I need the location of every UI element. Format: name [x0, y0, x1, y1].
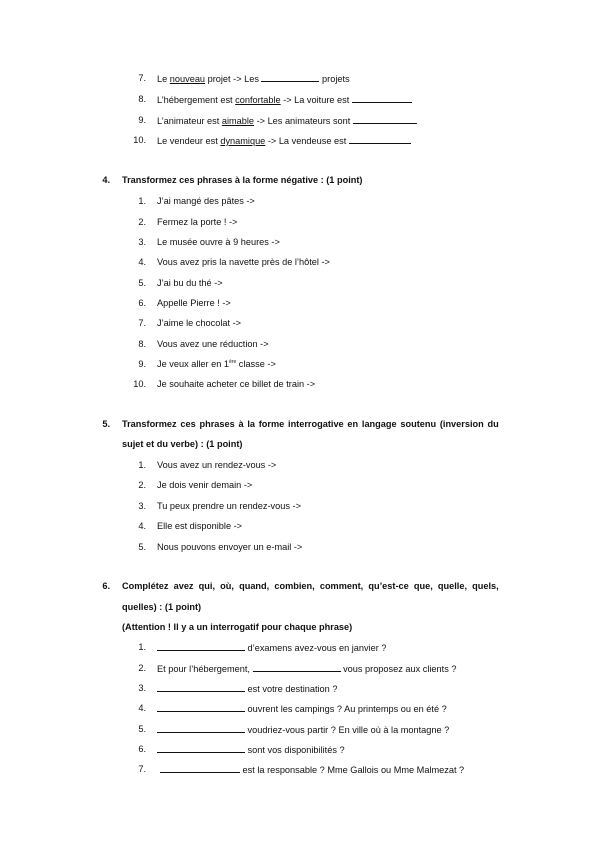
item-number: 9.	[138, 115, 146, 125]
underlined-word: nouveau	[169, 74, 206, 84]
item-text: Le musée ouvre à 9 heures ->	[157, 237, 280, 247]
item-number: 1.	[138, 642, 146, 652]
item-text: Le	[157, 74, 170, 84]
answer-blank[interactable]	[352, 93, 412, 103]
item-text: Nous pouvons envoyer un e-mail ->	[157, 542, 303, 552]
answer-blank[interactable]	[157, 723, 245, 733]
item-number: 4.	[138, 703, 146, 713]
answer-blank[interactable]	[261, 72, 319, 82]
item-text: J’aime le chocolat ->	[157, 318, 242, 328]
instruction-note: (Attention ! Il y a un interrogatif pour chaque phrase)	[122, 622, 353, 632]
item-text: Et pour l’hébergement,	[157, 664, 253, 674]
item-text: -> La vendeuse est	[265, 136, 349, 146]
item-number: 2.	[138, 217, 146, 227]
item-text: d’examens avez-vous en janvier ?	[245, 643, 387, 653]
item-text: classe ->	[236, 359, 276, 369]
item-number: 9.	[138, 359, 146, 369]
item-text: Je veux aller en 1	[157, 359, 230, 369]
item-number: 2.	[138, 663, 146, 673]
item-number: 5.	[138, 278, 146, 288]
answer-blank[interactable]	[157, 641, 245, 651]
item-number: 8.	[138, 94, 146, 104]
item-text: projets	[319, 74, 350, 84]
item-text: Appelle Pierre ! ->	[157, 298, 231, 308]
item-text: -> Les animateurs sont	[254, 116, 353, 126]
item-text: Je dois venir demain ->	[157, 480, 253, 490]
item-number: 3.	[138, 683, 146, 693]
item-number: 6.	[138, 298, 146, 308]
item-number: 4.	[138, 257, 146, 267]
item-number: 5.	[138, 542, 146, 552]
item-text: J’ai mangé des pâtes ->	[157, 196, 255, 206]
answer-blank[interactable]	[253, 662, 341, 672]
item-number: 2.	[138, 480, 146, 490]
underlined-word: aimable	[221, 116, 255, 126]
item-text: L’hébergement est	[157, 95, 236, 105]
item-text: Fermez la porte ! ->	[157, 217, 238, 227]
section-title: Transformez ces phrases à la forme négative : (1 point)	[122, 175, 363, 185]
item-number: 1.	[138, 196, 146, 206]
item-number: 3.	[138, 237, 146, 247]
item-number: 7.	[138, 764, 146, 774]
section-title-line1: Complétez avez qui, où, quand, combien, comment, qu’est-ce que, quelle, quels,	[122, 581, 499, 591]
item-number: 10.	[133, 379, 146, 389]
answer-blank[interactable]	[157, 702, 245, 712]
item-text: ouvrent les campings ? Au printemps ou en été ?	[245, 704, 447, 714]
underlined-word: confortable	[235, 95, 281, 105]
section-title-line2: sujet et du verbe) : (1 point)	[122, 439, 243, 449]
item-text: sont vos disponibilités ?	[245, 745, 345, 755]
item-number: 6.	[138, 744, 146, 754]
item-number: 10.	[133, 135, 146, 145]
item-text: Vous avez une réduction ->	[157, 339, 269, 349]
item-number: 7.	[138, 318, 146, 328]
item-text: projet -> Les	[205, 74, 262, 84]
item-text: -> La voiture est	[280, 95, 352, 105]
ordinal-superscript: ère	[229, 359, 237, 365]
section-title-line1: Transformez ces phrases à la forme interrogative en langage soutenu (inversion du	[122, 419, 499, 429]
item-number: 8.	[138, 339, 146, 349]
item-text: J’ai bu du thé ->	[157, 278, 223, 288]
underlined-word: dynamique	[220, 136, 266, 146]
item-number: 3.	[138, 501, 146, 511]
section-number: 6.	[102, 581, 110, 591]
item-text: Le vendeur est	[157, 136, 221, 146]
answer-blank[interactable]	[160, 763, 240, 773]
item-text: Elle est disponible ->	[157, 521, 243, 531]
item-text: est la responsable ? Mme Gallois ou Mme Malmezat ?	[240, 765, 465, 775]
item-text: est votre destination ?	[245, 684, 338, 694]
item-text: voudriez-vous partir ? En ville où à la montagne ?	[245, 725, 450, 735]
item-text: Tu peux prendre un rendez-vous ->	[157, 501, 301, 511]
item-text: Vous avez un rendez-vous ->	[157, 460, 277, 470]
item-number: 5.	[138, 724, 146, 734]
answer-blank[interactable]	[349, 134, 411, 144]
item-text: Je souhaite acheter ce billet de train ->	[157, 379, 316, 389]
section-number: 5.	[102, 419, 110, 429]
section-title-line2: quelles) : (1 point)	[122, 602, 202, 612]
item-text: Vous avez pris la navette près de l’hôtel ->	[157, 257, 330, 267]
item-number: 1.	[138, 460, 146, 470]
item-number: 7.	[138, 73, 146, 83]
item-number: 4.	[138, 521, 146, 531]
answer-blank[interactable]	[157, 743, 245, 753]
answer-blank[interactable]	[157, 682, 245, 692]
item-text: vous proposez aux clients ?	[340, 664, 457, 674]
section-number: 4.	[102, 175, 110, 185]
answer-blank[interactable]	[353, 114, 417, 124]
item-text: L’animateur est	[157, 116, 222, 126]
